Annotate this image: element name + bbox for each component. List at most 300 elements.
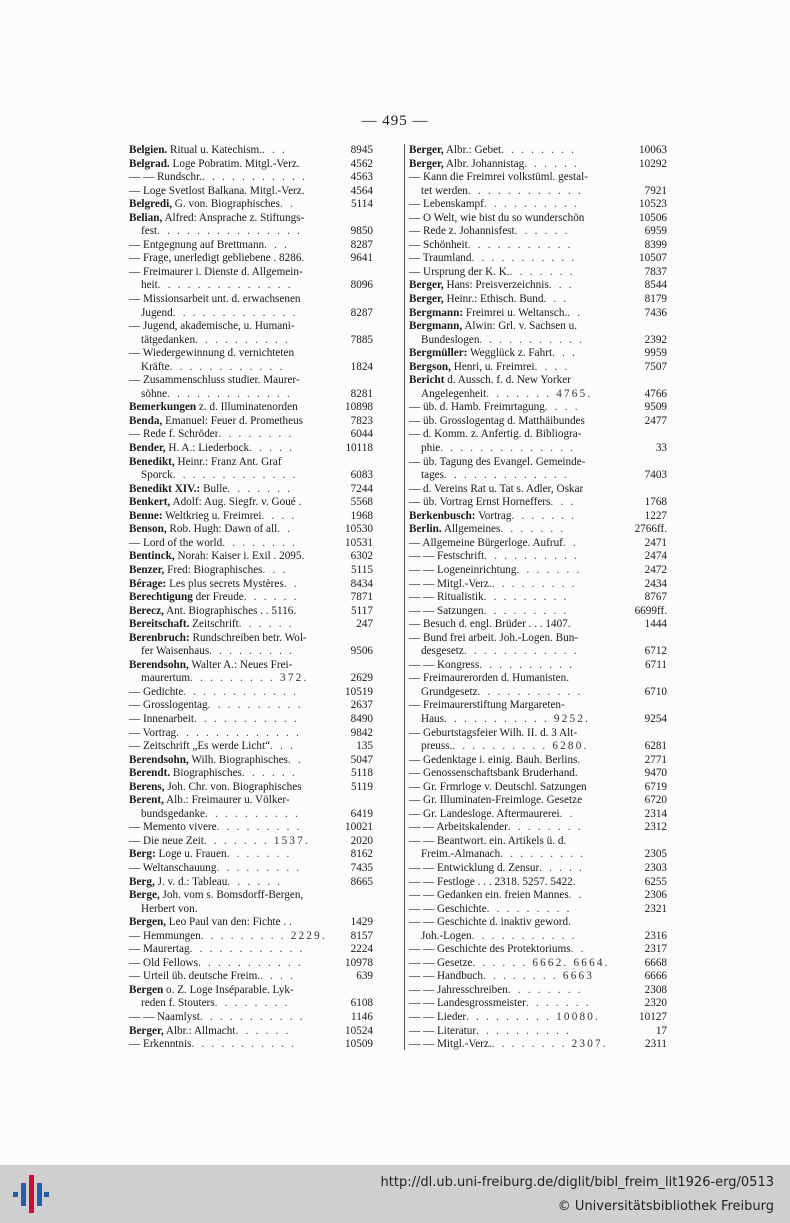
- entry-number: 6108: [350, 997, 373, 1010]
- index-entry: [129, 659, 373, 673]
- entry-leader-dots: . . . . . .: [235, 1024, 291, 1037]
- entry-leader-dots: . . . . . . . . . . .: [198, 956, 303, 969]
- entry-number: 33: [655, 442, 667, 455]
- entry-number: 9641: [350, 252, 373, 265]
- entry-number: 6959: [644, 225, 667, 238]
- entry-number: 6083: [350, 469, 373, 482]
- entry-number: 10127: [639, 1011, 667, 1023]
- entry-leader-dots: . .: [279, 198, 295, 211]
- index-entry: [129, 835, 373, 849]
- entry-text: — — Geschichte: [409, 902, 487, 915]
- entry-text: — — Ritualistik: [409, 591, 484, 604]
- index-entry: [129, 903, 373, 917]
- entry-number: 8096: [350, 279, 373, 292]
- entry-text: tages: [421, 469, 444, 482]
- entry-text: — Jugend, akademische, u. Humani-: [129, 320, 295, 333]
- footer-copyright: © Universitätsbibliothek Freiburg: [557, 1199, 774, 1214]
- entry-number: 2321: [644, 902, 667, 915]
- entry-number: 10898: [345, 401, 373, 414]
- entry-text: Kräfte: [141, 360, 170, 373]
- index-entry: [129, 754, 373, 768]
- entry-number: 7403: [644, 469, 667, 482]
- entry-leader-dots: . . . . . . .: [509, 265, 575, 278]
- entry-leader-dots: . . . . . . . . . . . .: [183, 685, 299, 698]
- index-entry: [129, 469, 373, 483]
- entry-number: 10523: [639, 198, 667, 211]
- entry-number: 9470: [644, 767, 667, 780]
- entry-leader-dots: . . . . . . . . . . . .: [169, 360, 285, 373]
- entry-text: Bergen, Leo Paul van den: Fichte . .: [129, 916, 292, 929]
- entry-number: 8157: [350, 929, 373, 942]
- entry-text: Bergmann: Freimrei u. Weltansch.: [409, 306, 568, 319]
- index-entry: [409, 686, 667, 700]
- index-entry: [129, 456, 373, 470]
- entry-leader-dots: . . . . . . . . . . . . . . .: [157, 225, 303, 238]
- entry-text: Berger, Albr.: Gebet: [409, 144, 502, 156]
- index-entry: [409, 997, 667, 1011]
- entry-leader-dots: . .: [567, 306, 583, 319]
- entry-text: Joh.-Logen: [421, 929, 472, 942]
- entry-text: — Grosslogentag: [129, 699, 208, 712]
- index-entry: [129, 523, 373, 537]
- entry-text: Bergson, Henri, u. Freimrei: [409, 360, 535, 373]
- entry-number: 17: [655, 1024, 667, 1037]
- index-entry: [409, 781, 667, 795]
- entry-number: 8544: [644, 279, 667, 292]
- index-entry: [409, 388, 667, 402]
- entry-number: 4564: [350, 184, 373, 197]
- entry-text: Berendsohn, Wilh. Biographisches: [129, 753, 288, 766]
- entry-text: — Gr. Illuminaten-Freimloge. Gesetze: [409, 794, 583, 807]
- index-entry: [409, 361, 667, 375]
- entry-number: 7921: [644, 184, 667, 197]
- entry-text: — O Welt, wie bist du so wunderschön: [409, 211, 585, 224]
- index-entry: [129, 212, 373, 226]
- index-entry: [129, 307, 373, 321]
- index-entry: [409, 523, 667, 537]
- index-entry: [129, 347, 373, 361]
- entry-leader-dots: . . . . . . .: [500, 523, 566, 536]
- entry-text: — d. Komm. z. Anfertig. d. Bibliogra-: [409, 428, 582, 441]
- index-entry: [409, 483, 667, 497]
- index-entry: [409, 903, 667, 917]
- index-entry: [129, 279, 373, 293]
- entry-text: — Geburtstagsfeier Wilh. II. d. 3 Alt-: [409, 726, 578, 739]
- entry-number: 8767: [644, 591, 667, 604]
- entry-leader-dots: . . . . . . . . .: [500, 848, 586, 861]
- entry-text: — üb. d. Hamb. Freimrtagung: [409, 401, 545, 414]
- entry-leader-dots: . . . . . . . . . .: [205, 807, 300, 820]
- index-entry: [129, 821, 373, 835]
- entry-text: — — Festloge . . . 2318. 5257. 5422.: [409, 875, 576, 888]
- entry-leader-dots: . . . . . .: [241, 767, 297, 780]
- footer-url-link[interactable]: http://dl.ub.uni-freiburg.de/diglit/bibl_freim_lit1926-erg/0513: [380, 1175, 774, 1190]
- index-entry: [129, 171, 373, 185]
- entry-number: 8945: [350, 144, 373, 156]
- entry-number: 639: [356, 970, 373, 983]
- entry-leader-dots: . .: [559, 807, 575, 820]
- entry-leader-dots: . . .: [262, 144, 287, 156]
- entry-number: 10531: [345, 536, 373, 549]
- index-entry: [409, 537, 667, 551]
- entry-number: 2472: [644, 563, 667, 576]
- entry-number: 8281: [350, 387, 373, 400]
- entry-number: 8399: [644, 238, 667, 251]
- index-column-left: [129, 144, 373, 1052]
- entry-text: Herbert von.: [141, 902, 198, 915]
- entry-text: Angelegenheit: [421, 387, 487, 400]
- entry-number: 2434: [644, 577, 667, 590]
- entry-leader-dots: . . .: [550, 496, 576, 509]
- index-entry: [129, 537, 373, 551]
- index-entry: [129, 185, 373, 199]
- entry-number: 2311: [645, 1038, 667, 1051]
- entry-text: — — Literatur: [409, 1024, 477, 1037]
- entry-leader-dots: . . . . . . . . . . .: [467, 238, 573, 251]
- entry-text: — — Festschrift: [409, 550, 485, 563]
- index-entry: [129, 970, 373, 984]
- entry-number: 8287: [350, 238, 373, 251]
- entry-leader-dots: . . . . . . .: [227, 482, 293, 495]
- index-entry: [409, 713, 667, 727]
- entry-number: 1824: [350, 360, 373, 373]
- index-entry: [409, 428, 667, 442]
- entry-text: Berlin. Allgemeines: [409, 523, 501, 536]
- entry-number: 4562: [350, 157, 373, 170]
- entry-leader-dots: . . . . . . . . . . .: [479, 333, 585, 346]
- entry-text: — Gr. Frmrloge v. Deutschl. Satzungen: [409, 780, 587, 793]
- entry-text: — Lebenskampf: [409, 198, 484, 211]
- entry-text: — Gr. Landesloge. Aftermaurerei: [409, 807, 560, 820]
- entry-text: — — Handbuch: [409, 970, 483, 983]
- entry-number: 10519: [345, 685, 373, 698]
- index-entry: [409, 171, 667, 185]
- index-entry: [129, 889, 373, 903]
- entry-leader-dots: . . . . . . . . . . .: [477, 685, 583, 698]
- entry-text: — — Naamlyst: [129, 1011, 200, 1023]
- entry-leader-dots: . . .: [548, 279, 574, 292]
- entry-text: — Frage, unerledigt gebliebene . 8286.: [129, 252, 305, 265]
- entry-text: Berg, J. v. d.: Tableau: [129, 875, 228, 888]
- index-entry: [409, 618, 667, 632]
- entry-text: — — Gesetze: [409, 956, 473, 969]
- entry-text: — Entgegnung auf Brettmann: [129, 238, 265, 251]
- index-entry: [409, 320, 667, 334]
- entry-text: — Freimaurerorden d. Humanisten.: [409, 672, 570, 685]
- index-entry: [129, 930, 373, 944]
- entry-leader-dots: . . . . . . . . . . . . .: [172, 469, 298, 482]
- index-entry: [129, 645, 373, 659]
- entry-number: 9842: [350, 726, 373, 739]
- entry-leader-dots: . . . . . . . . . .: [207, 699, 303, 712]
- entry-leader-dots: . . . . .: [539, 861, 585, 874]
- index-entry: [129, 862, 373, 876]
- entry-text: Berent, Alb.: Freimaurer u. Völker-: [129, 794, 290, 807]
- entry-leader-dots: . .: [283, 577, 299, 590]
- entry-number: 1768: [644, 496, 667, 509]
- index-entry: [129, 672, 373, 686]
- entry-number: 6712: [644, 645, 667, 658]
- index-entry: [129, 632, 373, 646]
- index-entry: [409, 821, 667, 835]
- index-entry: [129, 876, 373, 890]
- entry-text: desgesetz: [421, 645, 464, 658]
- index-entry: [129, 984, 373, 998]
- entry-leader-dots: . . . . . .: [227, 875, 283, 888]
- entry-number: 10530: [345, 523, 373, 536]
- entry-text: — Rede z. Johannisfest: [409, 225, 515, 238]
- index-entry: [129, 510, 373, 524]
- index-entry: [409, 835, 667, 849]
- entry-leader-dots: . . . . . . . . . . . .: [463, 645, 579, 658]
- entry-leader-dots: . . . .: [544, 401, 580, 414]
- entry-leader-dots: . . . . . . .: [226, 848, 292, 861]
- entry-text: — Memento vivere: [129, 821, 217, 834]
- entry-text: — — Gedanken ein. freien Mannes: [409, 889, 569, 902]
- index-entry: [409, 699, 667, 713]
- entry-number: 6699ff.: [634, 604, 667, 617]
- entry-text: — Vortrag: [129, 726, 177, 739]
- index-entry: [129, 943, 373, 957]
- entry-number: 6255: [644, 875, 667, 888]
- entry-leader-dots: . . . . . .: [524, 157, 580, 170]
- index-entry: [409, 144, 667, 158]
- entry-leader-dots: . . . . . . . .: [214, 997, 290, 1010]
- entry-leader-dots: . . .: [262, 563, 288, 576]
- index-entry: [409, 564, 667, 578]
- entry-number: 1146: [351, 1011, 373, 1023]
- entry-text: Benkert, Adolf: Aug. Siegfr. v. Goué .: [129, 496, 302, 509]
- entry-text: — Kann die Freimrei volkstüml. gestal-: [409, 171, 588, 184]
- entry-text: Belgredi, G. von. Biographisches: [129, 198, 280, 211]
- index-entry: [409, 740, 667, 754]
- entry-text: — — Landesgrossmeister: [409, 997, 526, 1010]
- index-entry: [409, 957, 667, 971]
- entry-number: 6710: [644, 685, 667, 698]
- index-entry: [409, 591, 667, 605]
- entry-number: 2317: [644, 943, 667, 956]
- index-entry: [129, 550, 373, 564]
- entry-number: 5119: [351, 780, 373, 793]
- index-column-right: [409, 144, 667, 1052]
- index-entry: [129, 496, 373, 510]
- entry-text: Bentinck, Norah: Kaiser i. Exil . 2095.: [129, 550, 305, 563]
- entry-text: fer Waisenhaus: [141, 645, 210, 658]
- index-entry: [409, 1025, 667, 1039]
- entry-text: preuss.: [421, 740, 453, 753]
- index-entry: [409, 605, 667, 619]
- entry-leader-dots: . . . . . . . .: [507, 821, 583, 834]
- entry-text: Benda, Emanuel: Feuer d. Prometheus: [129, 414, 304, 427]
- entry-leader-dots: . . .: [543, 293, 569, 306]
- entry-number: 6719: [644, 780, 667, 793]
- index-entry: [129, 388, 373, 402]
- entry-leader-dots: . . . . . . . . 6663: [482, 970, 595, 983]
- entry-text: — üb. Tagung des Evangel. Gemeinde-: [409, 455, 586, 468]
- index-entry: [129, 442, 373, 456]
- entry-number: 4766: [644, 387, 667, 400]
- entry-leader-dots: . . . .: [534, 360, 570, 373]
- index-entry: [409, 889, 667, 903]
- entry-text: — Innenarbeit: [129, 712, 194, 725]
- entry-number: 2766ff.: [634, 523, 667, 536]
- entry-text: Bericht d. Aussch. f. d. New Yorker: [409, 374, 571, 387]
- entry-leader-dots: . . . . . . . . . .: [195, 333, 291, 346]
- entry-number: 5568: [350, 496, 373, 509]
- entry-text: Berger, Hans: Preisverzeichnis: [409, 279, 549, 292]
- index-entry: [409, 645, 667, 659]
- entry-leader-dots: . . . . . . .: [525, 997, 591, 1010]
- entry-leader-dots: . . . . . . . . . . 6280.: [452, 740, 589, 753]
- entry-text: Berenbruch: Rundschreiben betr. Wol-: [129, 631, 307, 644]
- index-entry: [409, 930, 667, 944]
- index-entry: [129, 401, 373, 415]
- entry-text: Benzer, Fred: Biographisches: [129, 563, 263, 576]
- entry-text: Benedikt XIV.: Bulle: [129, 482, 228, 495]
- entry-leader-dots: . . . . . . . .: [218, 428, 294, 441]
- entry-number: 2629: [350, 672, 373, 685]
- entry-leader-dots: . . . . . . . . . . .: [191, 1038, 297, 1051]
- index-entry: [409, 754, 667, 768]
- entry-number: 5118: [351, 767, 373, 780]
- entry-leader-dots: . . . . . . . . . .: [476, 1024, 572, 1037]
- entry-leader-dots: . . . . . . . . . . . . .: [172, 306, 298, 319]
- entry-leader-dots: . .: [287, 753, 303, 766]
- entry-number: 2474: [644, 550, 667, 563]
- index-entry: [409, 415, 667, 429]
- index-entry: [409, 266, 667, 280]
- index-entry: [409, 158, 667, 172]
- entry-number: 2477: [644, 414, 667, 427]
- entry-text: — Weltanschauung: [129, 861, 217, 874]
- entry-number: 10978: [345, 956, 373, 969]
- entry-number: 4563: [350, 171, 373, 184]
- entry-number: 2308: [644, 983, 667, 996]
- entry-number: 2637: [350, 699, 373, 712]
- index-entry: [409, 307, 667, 321]
- entry-text: — — Logeneinrichtung: [409, 563, 517, 576]
- entry-text: — Old Fellows: [129, 956, 198, 969]
- entry-text: Berens, Joh. Chr. von. Biographisches: [129, 780, 302, 793]
- entry-leader-dots: . . . . . . . .: [222, 536, 298, 549]
- entry-text: — Besuch d. engl. Brüder . . . 1407.: [409, 618, 571, 631]
- entry-leader-dots: . . . . . . . . .: [483, 604, 569, 617]
- entry-number: 5047: [350, 753, 373, 766]
- index-entry: [129, 591, 373, 605]
- entry-leader-dots: . . . . . . . . 2307.: [491, 1038, 608, 1051]
- index-entry: [129, 1038, 373, 1052]
- entry-number: 7837: [644, 265, 667, 278]
- entry-text: — — Rundschr.: [129, 171, 203, 184]
- index-entry: [409, 794, 667, 808]
- entry-leader-dots: . . . . . . . . . .: [479, 658, 575, 671]
- index-entry: [129, 848, 373, 862]
- column-divider: [404, 144, 405, 1050]
- entry-text: Bergmann, Alwin: Grl. v. Sachsen u.: [409, 320, 578, 333]
- entry-leader-dots: . . . . . . 6662. 6664.: [472, 956, 610, 969]
- entry-leader-dots: . . . . . . . . . . . . .: [444, 469, 569, 482]
- entry-text: tätgedanken: [141, 333, 196, 346]
- entry-number: 1227: [644, 509, 667, 522]
- entry-text: bundsgedanke: [141, 807, 206, 820]
- entry-number: 6711: [645, 658, 667, 671]
- index-entry: [129, 578, 373, 592]
- entry-leader-dots: . . . . . . . . . . . .: [189, 943, 305, 956]
- entry-text: Berger, Albr.: Allmacht: [129, 1024, 236, 1037]
- index-entry: [409, 550, 667, 564]
- entry-leader-dots: . . . . . . .: [511, 509, 577, 522]
- index-entry: [129, 266, 373, 280]
- entry-text: fest: [141, 225, 158, 238]
- entry-number: 1968: [350, 509, 373, 522]
- entry-text: Belgrad. Loge Pobratim. Mitgl.-Verz.: [129, 157, 300, 170]
- entry-leader-dots: . . . . . . . . .: [491, 577, 577, 590]
- entry-number: 1444: [644, 618, 667, 631]
- page-number: — 495 —: [361, 113, 429, 129]
- index-entry: [409, 279, 667, 293]
- index-entry: [129, 1011, 373, 1025]
- index-entry: [129, 158, 373, 172]
- entry-number: 2224: [350, 943, 373, 956]
- entry-text: — — Geschichte d. inaktiv geword.: [409, 916, 571, 929]
- entry-number: 8665: [350, 875, 373, 888]
- entry-leader-dots: . . . . . . . . .: [209, 645, 295, 658]
- entry-text: — Loge Svetlost Balkana. Mitgl.-Verz.: [129, 184, 305, 197]
- entry-leader-dots: . . . . . .: [238, 618, 294, 631]
- entry-text: Bundeslogen: [421, 333, 480, 346]
- entry-leader-dots: . . . . . . . .: [501, 144, 577, 156]
- entry-text: — Lord of the world: [129, 536, 223, 549]
- entry-leader-dots: . . . . . .: [514, 225, 570, 238]
- entry-text: Berkenbusch: Vortrag: [409, 509, 512, 522]
- entry-text: Berecz, Ant. Biographisches . . 5116.: [129, 604, 297, 617]
- entry-number: 7436: [644, 306, 667, 319]
- index-entry: [409, 659, 667, 673]
- entry-text: — — Beantwort. ein. Artikels ü. d.: [409, 834, 567, 847]
- entry-number: 8162: [350, 848, 373, 861]
- entry-number: 9506: [350, 645, 373, 658]
- index-entry: [409, 767, 667, 781]
- entry-leader-dots: . . . . . . . . . . . 9252.: [444, 712, 591, 725]
- entry-text: reden f. Stouters: [141, 997, 215, 1010]
- entry-text: Belgien. Ritual u. Katechism.: [129, 144, 263, 156]
- entry-text: — Urteil üb. deutsche Freim.: [129, 970, 261, 983]
- index-entry: [129, 198, 373, 212]
- entry-text: Berendt. Biographisches: [129, 767, 242, 780]
- index-entry: [129, 144, 373, 158]
- index-entry: [409, 1038, 667, 1052]
- entry-number: 9959: [644, 347, 667, 360]
- index-entry: [409, 916, 667, 930]
- entry-leader-dots: . .: [568, 889, 584, 902]
- entry-text: — Bund frei arbeit. Joh.-Logen. Bun-: [409, 631, 579, 644]
- entry-text: — Freimaurerstiftung Margareten-: [409, 699, 565, 712]
- entry-number: 10506: [639, 211, 667, 224]
- index-entry: [409, 970, 667, 984]
- index-entry: [129, 225, 373, 239]
- index-entry: [409, 239, 667, 253]
- index-entry: [409, 442, 667, 456]
- entry-text: — Traumland: [409, 252, 472, 265]
- entry-number: 8179: [644, 293, 667, 306]
- entry-number: 9850: [350, 225, 373, 238]
- entry-text: — Allgemeine Bürgerloge. Aufruf: [409, 536, 563, 549]
- entry-leader-dots: . . . .: [260, 970, 296, 983]
- entry-text: Benson, Rob. Hugh: Dawn of all: [129, 523, 278, 536]
- index-entry: [129, 334, 373, 348]
- entry-leader-dots: . . . . . . . . . . .: [471, 929, 577, 942]
- index-entry: [129, 686, 373, 700]
